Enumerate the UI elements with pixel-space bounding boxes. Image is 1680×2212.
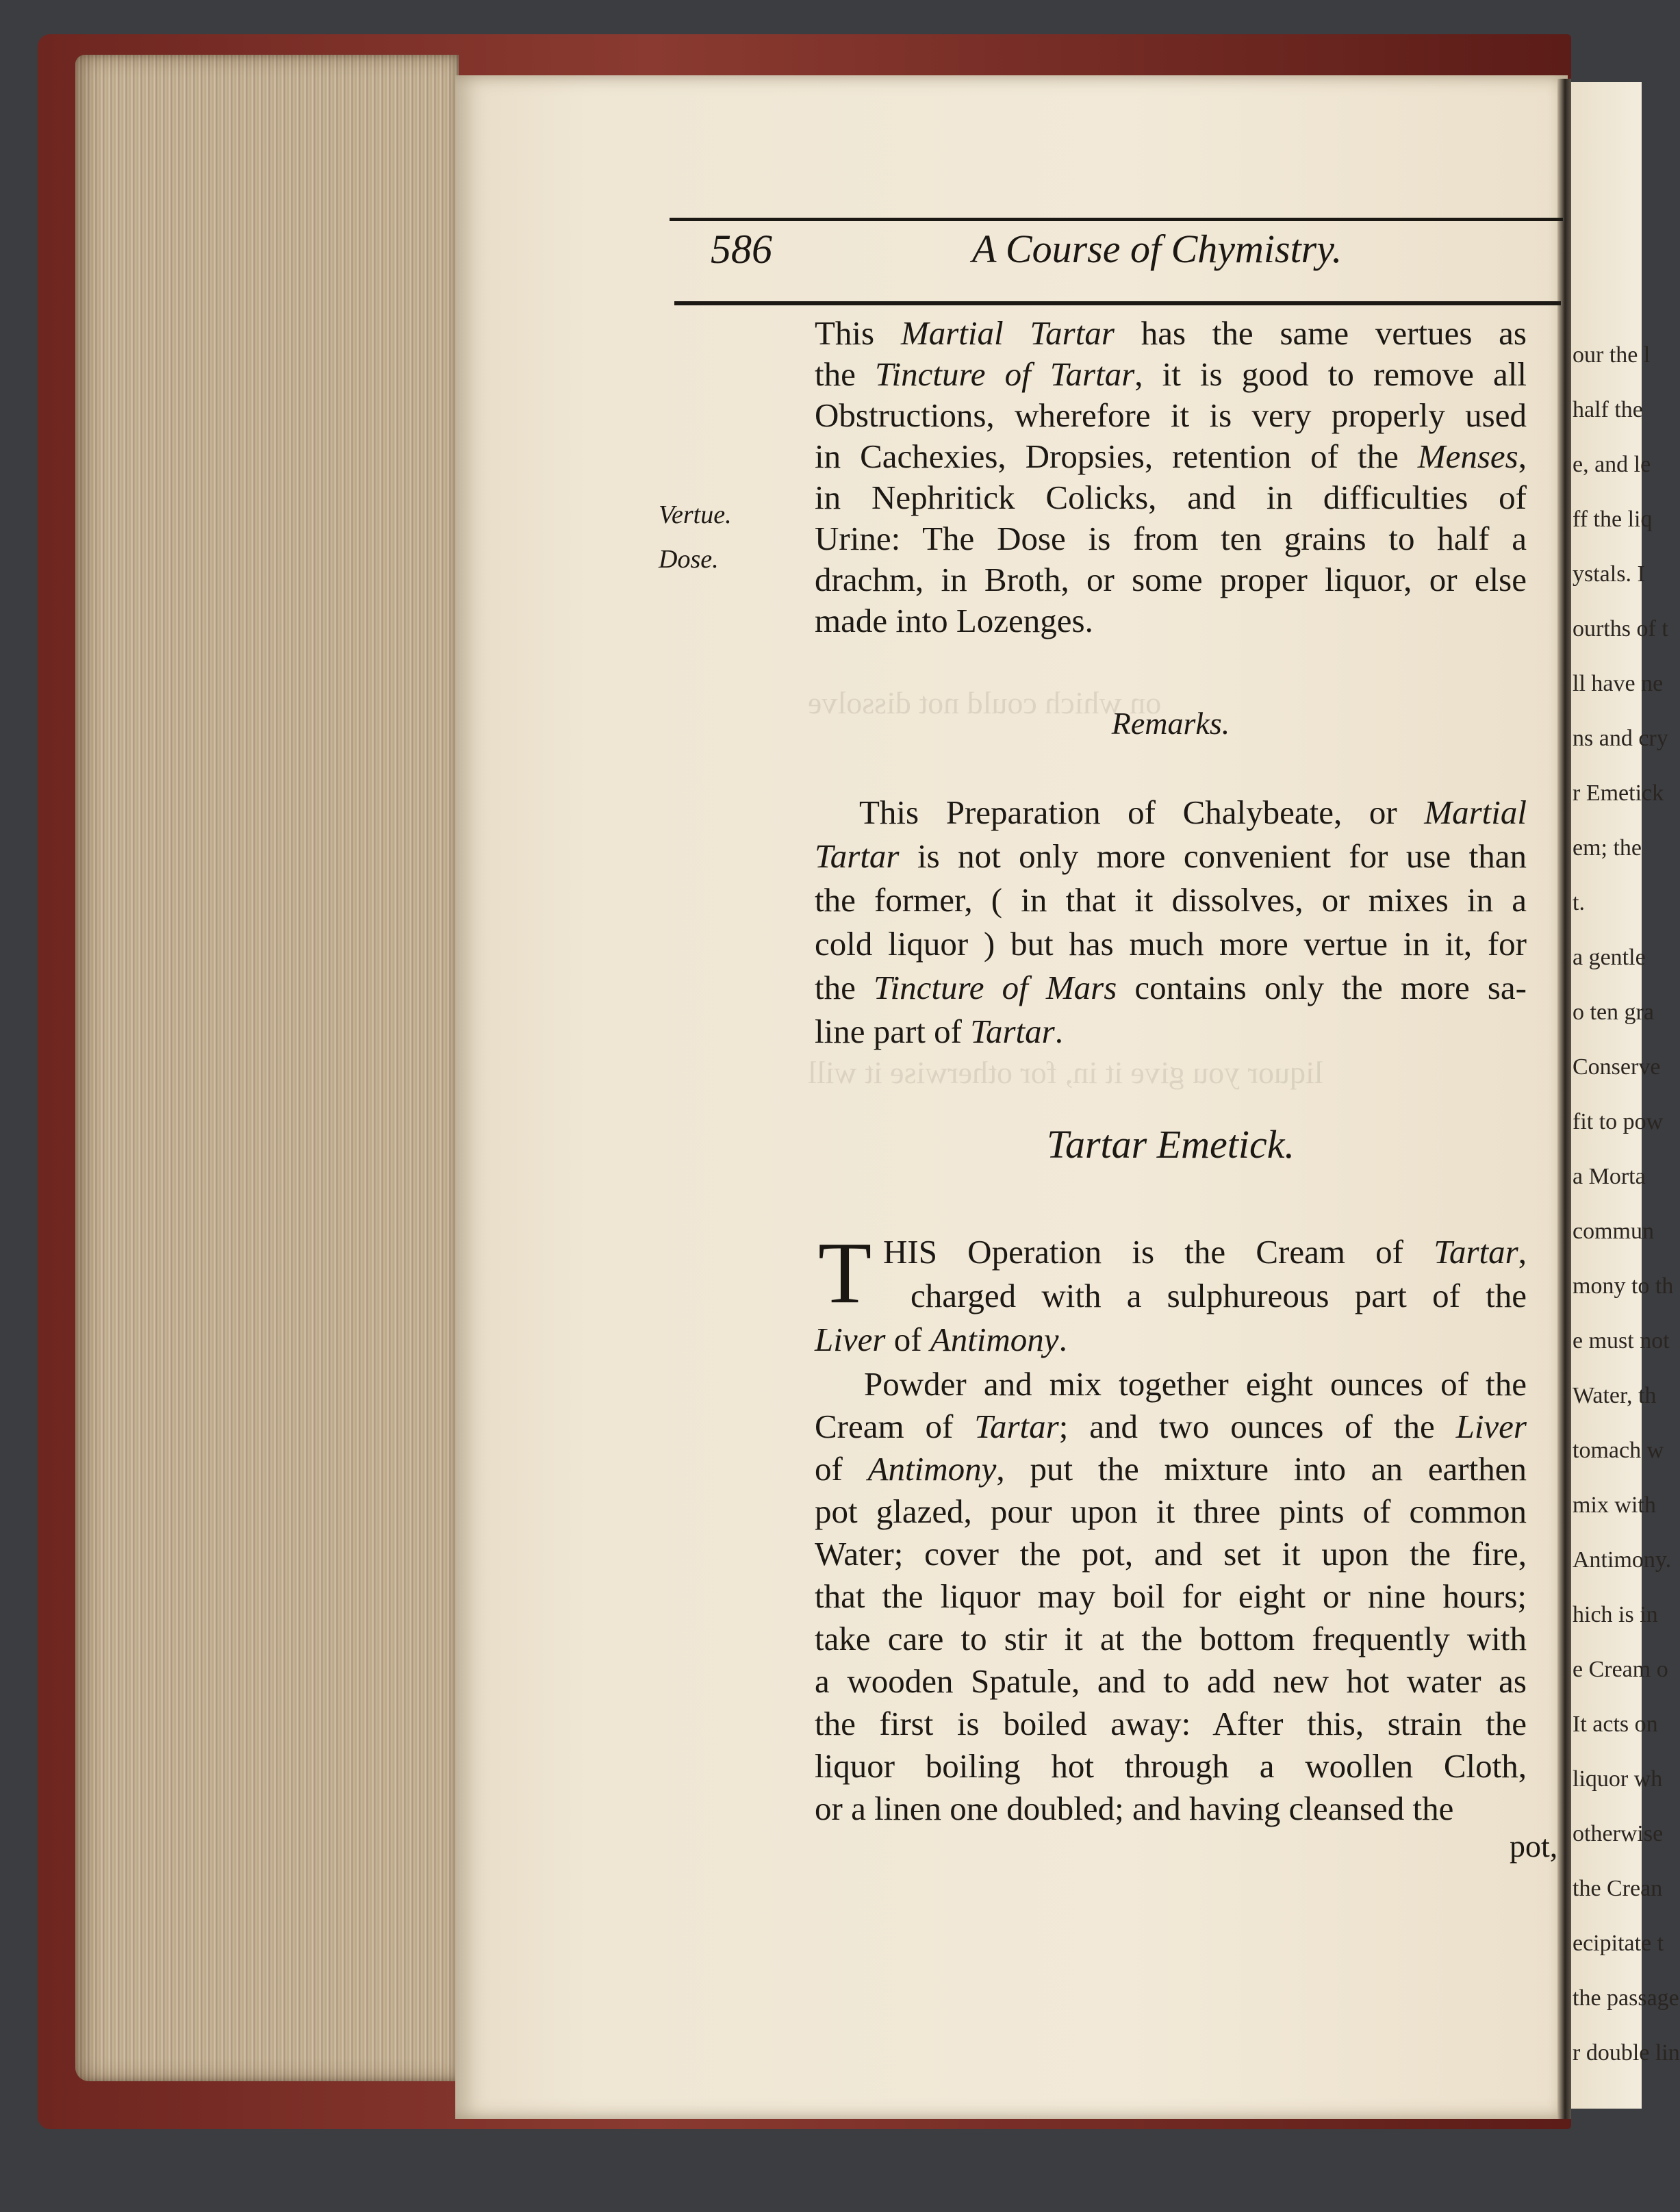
running-title: A Course of Chymistry. (972, 227, 1342, 271)
facing-page-text-fragment: half the (1573, 397, 1643, 422)
page-block-fore-edge (75, 55, 459, 2081)
text-line: take care to stir it at the bottom frequently with (815, 1620, 1527, 1657)
catchword: pot, (1510, 1829, 1558, 1864)
facing-page-text-fragment: Conserve (1573, 1054, 1661, 1080)
text-line: in Nephritick Colicks, and in difficulties of (815, 479, 1527, 516)
facing-page-text-fragment: r double lin (1573, 2040, 1680, 2065)
text-line: Liver of Antimony. (815, 1321, 1067, 1358)
text-line: liquor boiling hot through a woollen Cloth, (815, 1747, 1527, 1785)
text-line: Cream of Tartar; and two ounces of the Liver (815, 1408, 1527, 1445)
facing-page-text-fragment: t. (1573, 890, 1585, 915)
text-line: HIS Operation is the Cream of Tartar, (883, 1233, 1527, 1271)
text-line: This Martial Tartar has the same vertues as (815, 314, 1527, 352)
remarks-heading: Remarks. (1111, 706, 1230, 741)
text-line: drachm, in Broth, or some proper liquor, or else (815, 561, 1527, 598)
text-line: cold liquor ) but has much more vertue in it, for (815, 925, 1527, 963)
text-line: the former, ( in that it dissolves, or mixes in a (815, 881, 1527, 919)
facing-page-text-fragment: e must not (1573, 1328, 1670, 1353)
text-line: This Preparation of Chalybeate, or Martial (859, 793, 1527, 831)
facing-page-text-fragment: It acts on (1573, 1712, 1658, 1737)
text-line: the Tincture of Mars contains only the more sa- (815, 969, 1527, 1006)
facing-page-text-fragment: Water, th (1573, 1383, 1657, 1408)
facing-page-text-fragment: the Crean (1573, 1876, 1663, 1901)
text-line: made into Lozenges. (815, 602, 1093, 639)
text-line: Powder and mix together eight ounces of the (864, 1365, 1527, 1403)
page-number: 586 (711, 227, 772, 272)
facing-page-fragment (1571, 82, 1680, 2109)
text-line: Obstructions, wherefore it is very properly used (815, 396, 1527, 434)
margin-note-dose: Dose. (659, 545, 719, 574)
facing-page-text-fragment: our the l (1573, 342, 1651, 368)
text-line: the first is boiled away: After this, strain the (815, 1705, 1527, 1742)
facing-page-text-fragment: a gentle (1573, 945, 1646, 970)
facing-page-text-fragment: ff the liq (1573, 507, 1653, 532)
facing-page-text-fragment: commun (1573, 1219, 1654, 1244)
facing-page-text-fragment: ourths of t (1573, 616, 1668, 641)
text-line: charged with a sulphureous part of the (911, 1277, 1527, 1314)
facing-page-text-fragment: the passage (1573, 1985, 1679, 2011)
text-line: pot glazed, pour upon it three pints of common (815, 1492, 1527, 1530)
facing-page-text-fragment: mix with (1573, 1492, 1656, 1518)
facing-page-text-fragment: a Morta (1573, 1164, 1646, 1189)
bleed-through-text: liquor you give it in, for otherwise it will (808, 1055, 1323, 1090)
book-gutter (1557, 79, 1571, 2119)
facing-page-text-fragment: em; the (1573, 835, 1642, 861)
facing-page-text-fragment: ystals. I (1573, 561, 1645, 587)
text-line: Tartar is not only more convenient for use than (815, 837, 1527, 875)
facing-page-text-fragment: ecipitate t (1573, 1931, 1664, 1956)
text-line: in Cachexies, Dropsies, retention of the Menses, (815, 437, 1527, 475)
facing-page-text-fragment: ll have ne (1573, 671, 1664, 696)
facing-page-text-fragment: ns and cry (1573, 726, 1668, 751)
drop-cap: T (818, 1224, 872, 1321)
section-heading-tartar-emetick: Tartar Emetick. (1047, 1122, 1295, 1167)
header-bottom-rule (674, 301, 1561, 305)
facing-page-text-fragment: e, and le (1573, 452, 1651, 477)
text-line: line part of Tartar. (815, 1013, 1063, 1050)
facing-page-text-fragment: r Emetick (1573, 780, 1664, 806)
facing-page-text-fragment: e Cream o (1573, 1657, 1668, 1682)
bleed-through-text: on which could not dissolve (808, 685, 1162, 720)
text-line: of Antimony, put the mixture into an earthen (815, 1450, 1527, 1488)
facing-page-text-fragment: Antimony. (1573, 1547, 1672, 1573)
facing-page-text-fragment: liquor wh (1573, 1766, 1663, 1792)
text-line: a wooden Spatule, and to add new hot water as (815, 1662, 1527, 1700)
facing-page-text-fragment: hich is in (1573, 1602, 1658, 1627)
facing-page-text-fragment: fit to pow (1573, 1109, 1664, 1134)
text-line: that the liquor may boil for eight or nine hours; (815, 1577, 1527, 1615)
text-line: Water; cover the pot, and set it upon the fire, (815, 1535, 1527, 1573)
text-line: Urine: The Dose is from ten grains to half a (815, 520, 1527, 557)
text-line: the Tincture of Tartar, it is good to remove all (815, 355, 1527, 393)
facing-page-text-fragment: mony to th (1573, 1273, 1674, 1299)
facing-page-text-fragment: otherwise (1573, 1821, 1664, 1846)
margin-note-virtue: Vertue. (659, 500, 732, 529)
facing-page-text-fragment: o ten gra (1573, 1000, 1654, 1025)
text-line: or a linen one doubled; and having cleansed the (815, 1790, 1454, 1827)
facing-page-text-fragment: tomach w (1573, 1438, 1664, 1463)
header-top-rule (670, 218, 1563, 221)
